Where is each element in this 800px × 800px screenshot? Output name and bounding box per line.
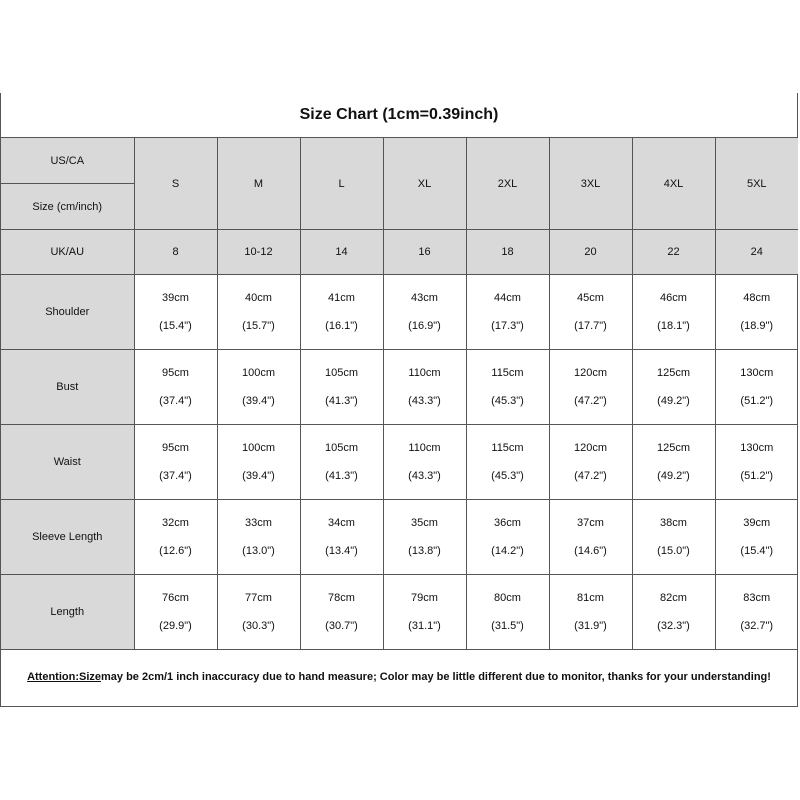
value-inch: (30.3") <box>242 620 275 632</box>
value-inch: (37.4") <box>159 470 192 482</box>
us-ca-label: US/CA <box>1 138 134 184</box>
measurement-cell <box>549 575 632 650</box>
value-inch: (29.9") <box>159 620 192 632</box>
uk-au-row <box>1 230 798 275</box>
value-cm: 40cm <box>245 292 272 304</box>
value-cm: 46cm <box>660 292 687 304</box>
measurement-cell <box>632 575 715 650</box>
value-cm: 115cm <box>491 442 524 454</box>
measurement-cell <box>466 425 549 500</box>
uk-au-value: 20 <box>549 230 632 275</box>
row-label: Shoulder <box>1 275 134 350</box>
value-inch: (13.0") <box>242 545 275 557</box>
value-cm: 78cm <box>328 592 355 604</box>
value-inch: (14.6") <box>574 545 607 557</box>
measurement-cell <box>632 500 715 575</box>
attention-note <box>1 648 797 706</box>
measurement-cell <box>466 575 549 650</box>
size-3XL: 3XL <box>549 138 632 230</box>
value-cm: 33cm <box>245 517 272 529</box>
value-inch: (15.4") <box>740 545 774 557</box>
value-inch: (45.3") <box>491 470 524 482</box>
table-row <box>1 500 798 575</box>
measurement-cell <box>632 425 715 500</box>
measurement-cell <box>300 275 383 350</box>
value-inch: (47.2") <box>574 395 607 407</box>
size-2XL: 2XL <box>466 138 549 230</box>
size-table <box>1 138 798 650</box>
value-inch: (31.1") <box>408 620 441 632</box>
value-cm: 32cm <box>162 517 189 529</box>
value-cm: 77cm <box>245 592 272 604</box>
measurement-cell <box>549 275 632 350</box>
value-inch: (16.9") <box>408 320 441 332</box>
uk-au-value: 22 <box>632 230 715 275</box>
measurement-cell <box>300 425 383 500</box>
measurement-cell <box>217 500 300 575</box>
value-cm: 130cm <box>740 442 774 454</box>
measurement-cell <box>383 275 466 350</box>
measurement-cell <box>549 500 632 575</box>
value-inch: (41.3") <box>325 395 358 407</box>
value-cm: 45cm <box>577 292 604 304</box>
value-cm: 110cm <box>408 442 441 454</box>
measurement-cell <box>217 350 300 425</box>
value-cm: 125cm <box>656 442 691 454</box>
measurement-cell <box>134 500 217 575</box>
value-inch: (15.4") <box>159 320 192 332</box>
chart-title: Size Chart (1cm=0.39inch) <box>1 93 797 138</box>
value-inch: (13.8") <box>408 545 441 557</box>
value-inch: (18.9") <box>740 320 774 332</box>
table-row <box>1 275 798 350</box>
value-cm: 125cm <box>656 367 691 379</box>
size-S: S <box>134 138 217 230</box>
measurement-cell <box>549 425 632 500</box>
value-inch: (37.4") <box>159 395 192 407</box>
value-cm: 95cm <box>162 367 189 379</box>
value-inch: (13.4") <box>325 545 358 557</box>
row-label: Bust <box>1 350 134 425</box>
size-L: L <box>300 138 383 230</box>
size-5XL: 5XL <box>715 138 798 230</box>
value-inch: (51.2") <box>740 470 774 482</box>
measurement-cell <box>217 575 300 650</box>
value-inch: (30.7") <box>325 620 358 632</box>
table-row <box>1 350 798 425</box>
uk-au-value: 8 <box>134 230 217 275</box>
value-cm: 79cm <box>411 592 438 604</box>
measurement-cell <box>466 350 549 425</box>
value-cm: 37cm <box>577 517 604 529</box>
measurement-cell <box>300 500 383 575</box>
measurement-cell <box>300 350 383 425</box>
value-inch: (31.9") <box>574 620 607 632</box>
value-cm: 83cm <box>743 592 771 604</box>
value-inch: (43.3") <box>408 395 441 407</box>
value-inch: (43.3") <box>408 470 441 482</box>
measurement-cell <box>632 275 715 350</box>
value-inch: (15.0") <box>657 545 690 557</box>
table-row <box>1 425 798 500</box>
uk-au-value: 14 <box>300 230 383 275</box>
measurement-cell <box>549 350 632 425</box>
size-unit-label: Size (cm/inch) <box>32 200 103 213</box>
value-cm: 100cm <box>241 442 276 454</box>
size-chart <box>0 93 798 707</box>
value-inch: (49.2") <box>657 395 690 407</box>
measurement-cell <box>383 425 466 500</box>
measurement-cell <box>134 275 217 350</box>
attention-label: Attention:Size <box>27 671 102 683</box>
measurement-rows <box>1 275 798 650</box>
measurement-cell <box>217 425 300 500</box>
value-inch: (32.7") <box>740 620 774 632</box>
value-cm: 120cm <box>573 367 608 379</box>
row-label: Sleeve Length <box>1 500 134 575</box>
value-cm: 100cm <box>241 367 276 379</box>
value-inch: (47.2") <box>574 470 607 482</box>
size-XL: XL <box>383 138 466 230</box>
row-label: Waist <box>1 425 134 500</box>
value-inch: (51.2") <box>740 395 774 407</box>
value-cm: 35cm <box>411 517 438 529</box>
header-label-cell <box>1 138 134 230</box>
uk-au-value: 16 <box>383 230 466 275</box>
value-cm: 115cm <box>491 367 524 379</box>
measurement-cell <box>134 575 217 650</box>
measurement-cell <box>383 575 466 650</box>
measurement-cell <box>715 350 798 425</box>
value-cm: 105cm <box>324 442 359 454</box>
measurement-cell <box>715 500 798 575</box>
table-row <box>1 575 798 650</box>
row-label: Length <box>1 575 134 650</box>
value-inch: (45.3") <box>491 395 524 407</box>
value-cm: 76cm <box>162 592 189 604</box>
uk-au-label: UK/AU <box>1 230 134 275</box>
value-cm: 44cm <box>494 292 521 304</box>
value-cm: 105cm <box>324 367 359 379</box>
measurement-cell <box>466 275 549 350</box>
value-inch: (41.3") <box>325 470 358 482</box>
value-inch: (15.7") <box>242 320 275 332</box>
value-inch: (16.1") <box>325 320 358 332</box>
measurement-cell <box>715 575 798 650</box>
value-cm: 95cm <box>162 442 189 454</box>
value-cm: 38cm <box>660 517 687 529</box>
value-cm: 110cm <box>408 367 441 379</box>
uk-au-value: 10-12 <box>217 230 300 275</box>
value-cm: 39cm <box>162 292 189 304</box>
measurement-cell <box>134 425 217 500</box>
value-cm: 41cm <box>328 292 355 304</box>
value-inch: (18.1") <box>657 320 690 332</box>
value-cm: 48cm <box>743 292 771 304</box>
measurement-cell <box>300 575 383 650</box>
value-inch: (32.3") <box>657 620 690 632</box>
uk-au-value: 18 <box>466 230 549 275</box>
value-cm: 36cm <box>494 517 521 529</box>
value-inch: (12.6") <box>159 545 192 557</box>
value-cm: 80cm <box>494 592 521 604</box>
value-cm: 130cm <box>740 367 774 379</box>
measurement-cell <box>632 350 715 425</box>
measurement-cell <box>134 350 217 425</box>
size-header-row <box>1 138 798 230</box>
value-inch: (31.5") <box>491 620 524 632</box>
measurement-cell <box>466 500 549 575</box>
measurement-cell <box>715 275 798 350</box>
value-inch: (39.4") <box>242 470 275 482</box>
value-cm: 82cm <box>660 592 687 604</box>
value-inch: (17.7") <box>574 320 607 332</box>
value-cm: 43cm <box>411 292 438 304</box>
value-inch: (39.4") <box>242 395 275 407</box>
value-cm: 120cm <box>573 442 608 454</box>
value-cm: 34cm <box>328 517 355 529</box>
value-inch: (49.2") <box>657 470 690 482</box>
size-M: M <box>217 138 300 230</box>
attention-text: may be 2cm/1 inch inaccuracy due to hand measure; Color may be little different due to monitor, thanks for your understanding! <box>101 671 771 683</box>
measurement-cell <box>715 425 798 500</box>
value-inch: (17.3") <box>491 320 524 332</box>
value-cm: 81cm <box>577 592 604 604</box>
measurement-cell <box>217 275 300 350</box>
size-4XL: 4XL <box>632 138 715 230</box>
value-cm: 39cm <box>743 517 771 529</box>
uk-au-value: 24 <box>715 230 798 275</box>
measurement-cell <box>383 500 466 575</box>
measurement-cell <box>383 350 466 425</box>
value-inch: (14.2") <box>491 545 524 557</box>
